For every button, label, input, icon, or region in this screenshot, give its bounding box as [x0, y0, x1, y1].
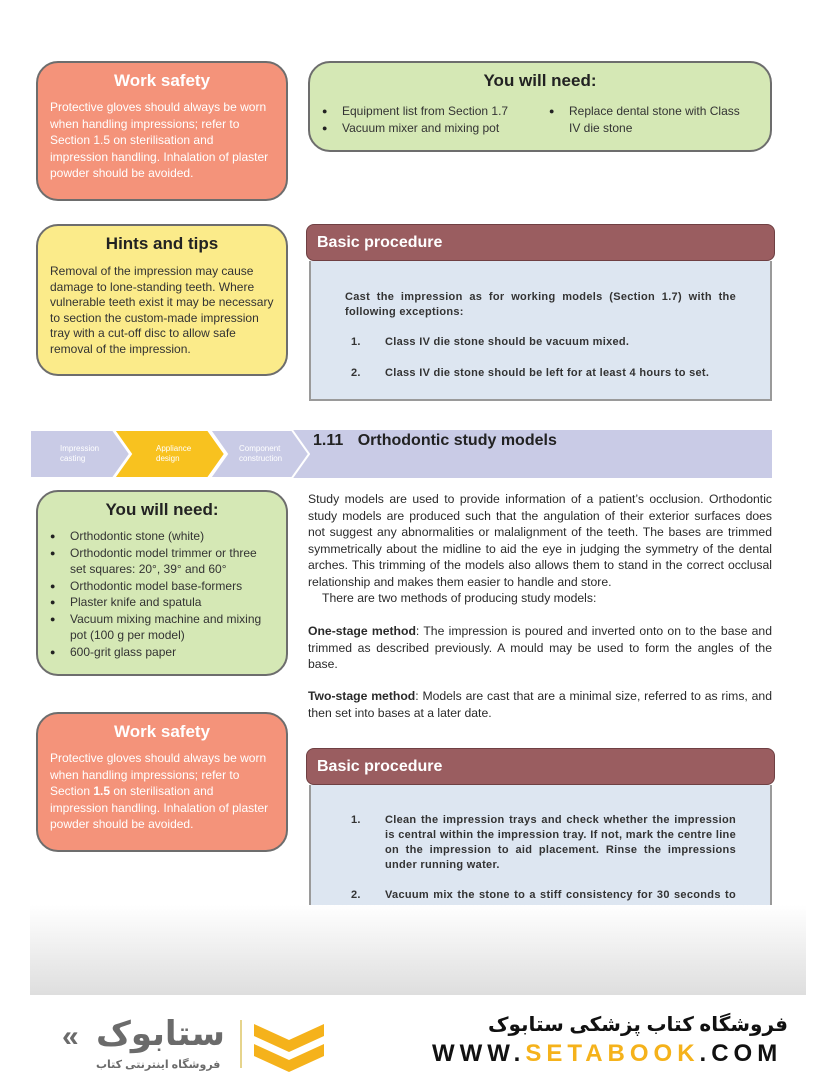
list-item: ● Vacuum mixing machine and mixing pot (100 g per model): [50, 611, 272, 644]
step-number: 1.: [351, 814, 361, 826]
basic-procedure-title: Basic procedure: [317, 233, 443, 251]
list-item: ● Vacuum mixer and mixing pot: [322, 120, 527, 137]
list-item: ● Equipment list from Section 1.7: [322, 103, 527, 120]
step-text: Class IV die stone should be left for at least 4 hours to set.: [385, 367, 710, 379]
need-list-col2: [549, 103, 749, 136]
section-number: 1.11: [313, 432, 344, 449]
work-safety-title: Work safety: [113, 71, 211, 90]
procedure-intro: Cast the impression as for working models (Section 1.7) with the following exceptions:: [345, 291, 736, 318]
step-number: 2.: [351, 889, 361, 901]
one-stage-label: One-stage method: [308, 624, 416, 638]
one-stage-text: : The impression is poured and inverted onto on to the base and trimmed as described previously. A mould may be used to form the angles of the base.: [308, 624, 772, 671]
brand-chevron-icon: [252, 1018, 326, 1074]
nav-step-impression: Impression casting: [60, 444, 100, 463]
procedure-step: [351, 335, 736, 350]
hints-text: Removal of the impression may cause damage to lone-standing teeth. Where vulnerable teeth exist it may be necessary to section the custom-made impression tray with a cut-off disc to allow safe removal of the impression.: [50, 264, 274, 356]
logo-text: ستابوک: [96, 1015, 225, 1053]
body-paragraph: There are two methods of producing study models:: [322, 591, 597, 605]
store-url[interactable]: WWW.SETABOOK.COM: [432, 1040, 783, 1067]
need-list: [50, 528, 272, 660]
two-stage-paragraph: [308, 688, 772, 721]
basic-procedure-title-2: Basic procedure: [317, 757, 443, 775]
work-safety-box-2: [36, 712, 288, 852]
work-safety-box: [36, 61, 288, 201]
list-item: ● Orthodontic stone (white): [50, 528, 272, 545]
you-will-need-box: [308, 61, 772, 152]
body-text: [308, 491, 772, 607]
list-item: ● 600-grit glass paper: [50, 644, 272, 661]
step-text: Class IV die stone should be vacuum mixed.: [385, 336, 630, 348]
list-item: ● Plaster knife and spatula: [50, 594, 272, 611]
basic-procedure-header: [306, 224, 775, 261]
step-text: Clean the impression trays and check whether the impression is central within the impression tray. If not, mark the centre line on the impression to aid placement. Rinse the impressions under running water.: [385, 814, 736, 871]
work-safety-title-2: Work safety: [113, 722, 211, 741]
list-item: ● Orthodontic model base-formers: [50, 578, 272, 595]
nav-step-appliance: Appliance design: [156, 444, 192, 463]
basic-procedure-header-2: [306, 748, 775, 785]
body-paragraph: Study models are used to provide information of a patient’s occlusion. Orthodontic study models are produced such that the angulation of their exterior surfaces does not suggest any abnormalities or malalignment of the teeth. The bases are trimmed symmetrically about the midline to aid the eye in judging the symmetry of the dental arches. This trimming of the models also allows them to stand in the correct occlusal relationship and makes them easier to handle and store.: [308, 492, 772, 589]
procedure-step: [351, 813, 736, 873]
step-number: 2.: [351, 367, 361, 379]
work-safety-text: Protective gloves should always be worn when handling impressions; refer to Section 1.5 on sterilisation and impression handling. Inhalation of plaster powder should be avoided.: [50, 100, 269, 180]
logo-chevrons-icon: «: [62, 1020, 71, 1053]
need-list-col1: [322, 103, 527, 136]
step-number: 1.: [351, 336, 361, 348]
store-name: فروشگاه کتاب پزشکی ستابوک: [487, 1014, 788, 1036]
work-safety-text-2: Protective gloves should always be worn when handling impressions; refer to Section 1.5 on sterilisation and impression handling. Inhalation of plaster powder should be avoided.: [50, 751, 269, 831]
step-text: Vacuum mix the stone to a stiff consistency for 30 seconds to: [385, 889, 736, 901]
you-will-need-box-2: [36, 490, 288, 676]
two-stage-text: : Models are cast that are a minimal size, referred to as rims, and then set into bases at a later date.: [308, 689, 772, 720]
hints-and-tips-box: [36, 224, 288, 376]
two-stage-label: Two-stage method: [308, 689, 416, 703]
url-brand: SETABOOK: [525, 1040, 700, 1067]
you-will-need-title: You will need:: [483, 71, 597, 90]
nav-step-component: Component construction: [239, 444, 283, 463]
one-stage-paragraph: [308, 623, 772, 673]
section-title: Orthodontic study models: [357, 432, 557, 449]
logo-subtext: فروشگاه اینترنتی کتاب: [96, 1059, 221, 1071]
hints-title: Hints and tips: [105, 234, 219, 253]
procedure-step: [351, 366, 736, 381]
section-heading: [313, 432, 557, 450]
list-item: ● Replace dental stone with Class IV die stone: [549, 103, 749, 136]
you-will-need-title-2: You will need:: [105, 500, 219, 519]
store-logo: [62, 1012, 242, 1080]
basic-procedure-body: [309, 261, 772, 401]
list-item: ● Orthodontic model trimmer or three set squares: 20°, 39° and 60°: [50, 545, 272, 578]
logo-divider: [240, 1020, 242, 1068]
footer-fade: [30, 905, 806, 995]
